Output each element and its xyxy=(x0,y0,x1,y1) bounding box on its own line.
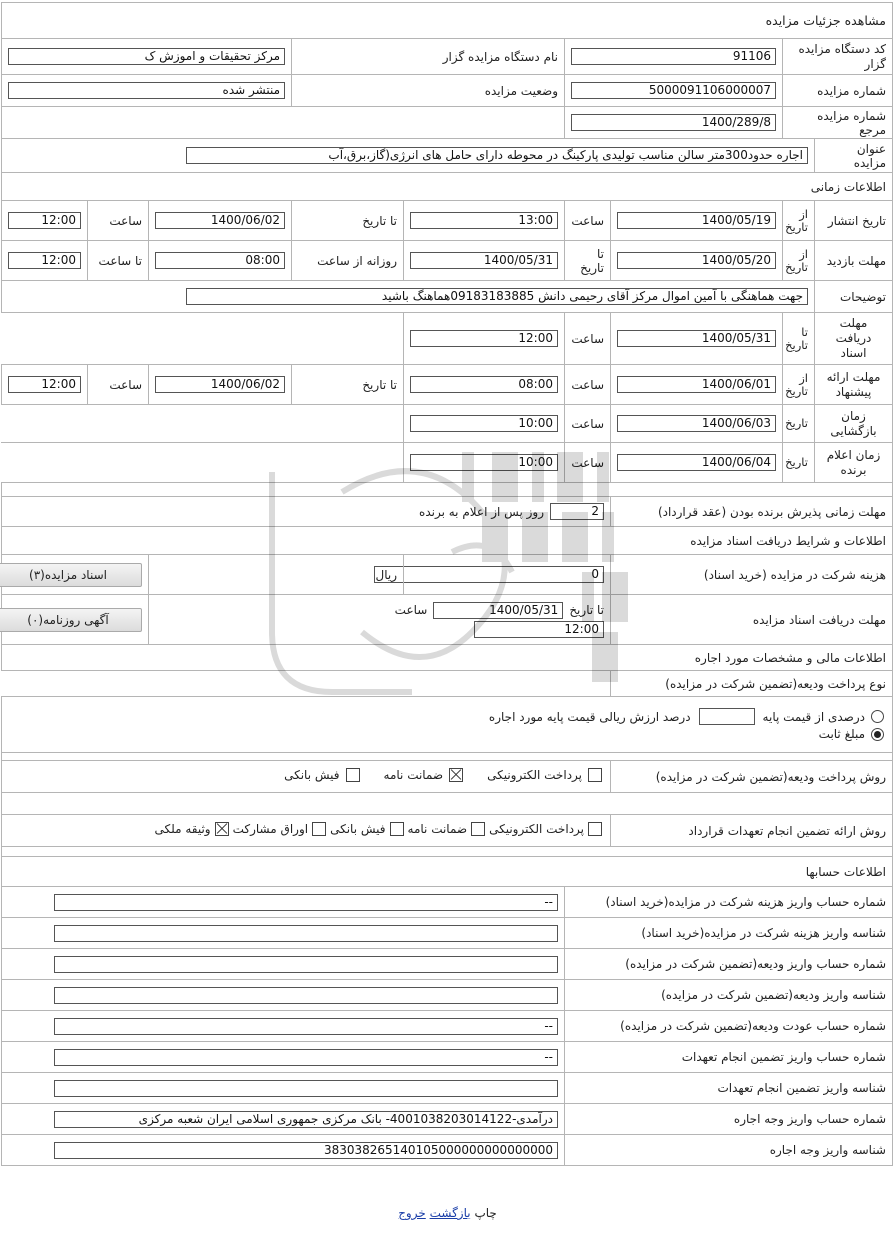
status-field: منتشر شده xyxy=(8,82,285,99)
offer-time-label: ساعت xyxy=(565,365,611,405)
newspaper-ad-button[interactable]: آگهی روزنامه(۰) xyxy=(0,608,142,632)
footer-links xyxy=(2,1206,893,1220)
visit-daily-label: روزانه از ساعت xyxy=(292,241,404,281)
deposit-method-label: روش پرداخت ودیعه(تضمین شرکت در مزایده) xyxy=(611,761,893,793)
opening-date-label: تاریخ xyxy=(783,405,815,443)
print-link[interactable]: چاپ xyxy=(474,1206,497,1220)
visit-to-label: تا تاریخ xyxy=(565,241,611,281)
offer-to-label: تا تاریخ xyxy=(292,365,404,405)
winner-date-label: تاریخ xyxy=(783,443,815,483)
deposit-guarantee-checkbox[interactable] xyxy=(449,768,463,782)
receive-label: مهلت دریافت اسناد مزایده xyxy=(611,595,893,645)
docs-time-label: ساعت xyxy=(565,313,611,365)
auction-no-label: شماره مزایده xyxy=(783,75,893,107)
accounts-section-title: اطلاعات حسابها xyxy=(1,857,892,887)
publish-to-time-field: 12:00 xyxy=(8,212,81,229)
commit-property-checkbox[interactable] xyxy=(215,822,229,836)
currency-label: ریال xyxy=(149,555,404,595)
publish-from-time-field: 13:00 xyxy=(410,212,558,229)
account-row-label: شماره حساب عودت ودیعه(تضمین شرکت در مزایده) xyxy=(565,1011,893,1042)
percent-field[interactable] xyxy=(699,708,755,725)
offer-from-field: 1400/06/01 xyxy=(617,376,776,393)
account-row-value xyxy=(54,925,558,942)
commit-bank-checkbox[interactable] xyxy=(390,822,404,836)
offer-label: مهلت ارائه پیشنهاد xyxy=(815,365,893,405)
fixed-label: مبلغ ثابت xyxy=(818,727,865,741)
deposit-electronic-checkbox[interactable] xyxy=(588,768,602,782)
notes-field: جهت هماهنگی با آمین اموال مرکز آقای رحیمی دانش 09183183885هماهنگ باشید xyxy=(186,288,808,305)
fee-label: هزینه شرکت در مزایده (خرید اسناد) xyxy=(611,555,893,595)
financial-section-title: اطلاعات مالی و مشخصات مورد اجاره xyxy=(1,645,892,671)
commit-electronic-checkbox[interactable] xyxy=(588,822,602,836)
offer-to-time-field: 12:00 xyxy=(8,376,81,393)
fee-field: 0 xyxy=(374,566,604,583)
account-row-label: شناسه واریز تضمین انجام تعهدات xyxy=(565,1073,893,1104)
commit-bonds-checkbox[interactable] xyxy=(312,822,326,836)
deposit-type-label: نوع پرداخت ودیعه(تضمین شرکت در مزایده) xyxy=(611,671,893,697)
publish-to-label: تا تاریخ xyxy=(292,201,404,241)
publish-from-field: 1400/05/19 xyxy=(617,212,776,229)
percent-suffix: درصد ارزش ریالی قیمت پایه مورد اجاره xyxy=(488,709,691,724)
publish-to-time-label: ساعت xyxy=(88,201,149,241)
commit-bonds-label: اوراق مشارکت xyxy=(232,822,309,836)
visit-to-field: 1400/05/31 xyxy=(410,252,558,269)
receive-time-field: 12:00 xyxy=(474,621,604,638)
ref-no-label: شماره مزایده مرجع xyxy=(783,107,893,139)
docs-to-field: 1400/05/31 xyxy=(617,330,776,347)
visit-from-field: 1400/05/20 xyxy=(617,252,776,269)
auction-docs-button[interactable]: اسناد مزایده(۳) xyxy=(0,563,142,587)
docs-to-time-field: 12:00 xyxy=(410,330,558,347)
account-row-label: شماره حساب واریز هزینه شرکت در مزایده(خرید اسناد) xyxy=(565,887,893,918)
visit-daily-field: 08:00 xyxy=(155,252,285,269)
account-row-value: 383038265140105000000000000000 xyxy=(54,1142,558,1159)
page xyxy=(2,2,893,1220)
commit-guarantee-checkbox[interactable] xyxy=(471,822,485,836)
auction-no-field: 5000091106000007 xyxy=(571,82,776,99)
offer-to-field: 1400/06/02 xyxy=(155,376,285,393)
opening-time-label: ساعت xyxy=(565,405,611,443)
opening-time-field: 10:00 xyxy=(410,415,558,432)
commit-label: روش ارائه تضمین انجام تعهدات قرارداد xyxy=(611,815,893,847)
account-row-label: شناسه واریز وجه اجاره xyxy=(565,1135,893,1166)
acceptance-label: مهلت زمانی پذیرش برنده بودن (عقد قرارداد) xyxy=(611,497,893,527)
account-row-value: درآمدی-4001038203014122- بانک مرکزی جمهوری اسلامی ایران شعبه مرکزی xyxy=(54,1111,558,1128)
account-row-value xyxy=(54,987,558,1004)
visit-from-label: از تاریخ xyxy=(783,241,815,281)
account-row-value: -- xyxy=(54,1049,558,1066)
exit-link[interactable]: خروج xyxy=(398,1206,426,1220)
account-row-label: شماره حساب واریز ودیعه(تضمین شرکت در مزایده) xyxy=(565,949,893,980)
publish-time-label: ساعت xyxy=(565,201,611,241)
docs-deadline-label: مهلت دریافت اسناد xyxy=(815,313,893,365)
account-row-label: شناسه واریز هزینه شرکت در مزایده(خرید اسناد) xyxy=(565,918,893,949)
account-row-value: -- xyxy=(54,894,558,911)
account-row-label: شماره حساب واریز وجه اجاره xyxy=(565,1104,893,1135)
back-link[interactable]: بازگشت xyxy=(429,1206,471,1220)
ref-no-field: 1400/289/8 xyxy=(571,114,776,131)
account-row-value xyxy=(54,1080,558,1097)
commit-property-label: وثیقه ملکی xyxy=(154,822,211,836)
commit-guarantee-label: ضمانت نامه xyxy=(407,822,468,836)
org-code-field: 91106 xyxy=(571,48,776,65)
receive-date-field: 1400/05/31 xyxy=(433,602,563,619)
account-row-label: شناسه واریز ودیعه(تضمین شرکت در مزایده) xyxy=(565,980,893,1011)
deposit-bank-label: فیش بانکی xyxy=(284,768,340,782)
winner-time-label: ساعت xyxy=(565,443,611,483)
acceptance-suffix: روز پس از اعلام به برنده xyxy=(419,504,544,519)
time-section-title: اطلاعات زمانی xyxy=(1,173,892,201)
docs-section-title: اطلاعات و شرایط دریافت اسناد مزایده xyxy=(1,527,892,555)
offer-to-time-label: ساعت xyxy=(88,365,149,405)
deposit-guarantee-label: ضمانت نامه xyxy=(383,768,444,782)
percent-label: درصدی از قیمت پایه xyxy=(762,709,865,724)
account-row-label: شماره حساب واریز تضمین انجام تعهدات xyxy=(565,1042,893,1073)
org-name-field: مرکز تحقیقات و اموزش ک xyxy=(8,48,285,65)
page-title: مشاهده جزئیات مزایده xyxy=(1,3,892,39)
docs-to-label: تا تاریخ xyxy=(783,313,815,365)
publish-from-label: از تاریخ xyxy=(783,201,815,241)
commit-electronic-label: پرداخت الکترونیکی xyxy=(489,822,584,836)
offer-from-label: از تاریخ xyxy=(783,365,815,405)
deposit-electronic-label: پرداخت الکترونیکی xyxy=(487,768,582,782)
account-row-value: -- xyxy=(54,1018,558,1035)
percent-radio[interactable] xyxy=(871,710,884,723)
fixed-radio[interactable] xyxy=(871,728,884,741)
auction-details-table xyxy=(1,2,893,1166)
account-row-value xyxy=(54,956,558,973)
deposit-bank-checkbox[interactable] xyxy=(346,768,360,782)
visit-to-time-label: تا ساعت xyxy=(88,241,149,281)
notes-label: توضیحات xyxy=(815,281,893,313)
subject-label: عنوان مزایده xyxy=(815,139,893,173)
receive-time-label: ساعت xyxy=(394,603,428,617)
offer-from-time-field: 08:00 xyxy=(410,376,558,393)
publish-to-field: 1400/06/02 xyxy=(155,212,285,229)
acceptance-days-field: 2 xyxy=(550,503,604,520)
org-name-label: نام دستگاه مزایده گزار xyxy=(292,39,565,75)
winner-date-field: 1400/06/04 xyxy=(617,454,776,471)
receive-to-label: تا تاریخ xyxy=(569,603,604,617)
subject-field: اجاره حدود300متر سالن مناسب تولیدی پارکینگ در محوطه دارای حامل های انرژی(گاز،برق،آب xyxy=(186,147,808,164)
visit-to-time-field: 12:00 xyxy=(8,252,81,269)
publish-label: تاریخ انتشار xyxy=(815,201,893,241)
commit-bank-label: فیش بانکی xyxy=(330,822,386,836)
status-label: وضعیت مزایده xyxy=(292,75,565,107)
org-code-label: کد دستگاه مزایده گزار xyxy=(783,39,893,75)
visit-label: مهلت بازدید xyxy=(815,241,893,281)
opening-label: زمان بازگشایی xyxy=(815,405,893,443)
winner-time-field: 10:00 xyxy=(410,454,558,471)
opening-date-field: 1400/06/03 xyxy=(617,415,776,432)
winner-label: زمان اعلام برنده xyxy=(815,443,893,483)
